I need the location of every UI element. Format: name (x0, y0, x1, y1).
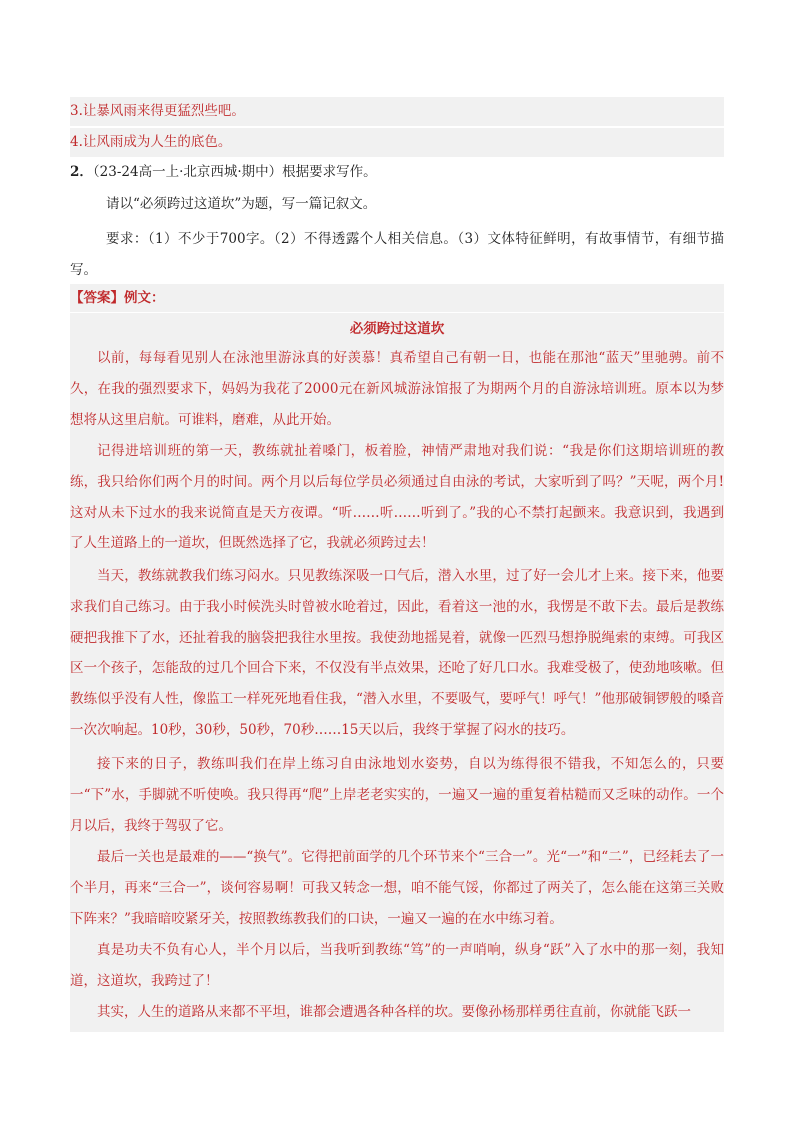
essay-paragraph-6: 真是功夫不负有心人，半个月以后，当我听到教练“笃”的一声哨响，纵身“跃”入了水中的那一刻，我知道，这道坎，我跨过了！ (70, 942, 724, 989)
question-number: 2． (70, 164, 93, 180)
answer-label: 【答案】例文： (70, 284, 724, 312)
previous-item-3: 3.让暴风雨来得更猛烈些吧。 (70, 97, 724, 126)
essay-paragraph-2: 记得进培训班的第一天，教练就扯着嗓门，板着脸，神情严肃地对我们说：“我是你们这期培训班的教练，我只给你们两个月的时间。两个月以后每位学员必须通过自由泳的考试，大家听到了吗？”天呢，两个月!这对从未下过水的我来说简直是天方夜谭。“听……听……听到了。”我的心不禁打起颤来。我意识到，我遇到了人生道路上的一道坎，但既然选择了它，我就必须跨过去！ (70, 443, 724, 552)
essay-paragraph-5: 最后一关也是最难的——“换气”。它得把前面学的几个环节来个“三合一”。光“一”和“二”，已经耗去了一个半月，再来“三合一”，谈何容易啊！可我又转念一想，咱不能气馁，你都过了两关了，怎么能在这第三关败下阵来？”我暗暗咬紧牙关，按照教练教我们的口诀，一遍又一遍的在水中练习着。 (70, 849, 724, 927)
essay-paragraph-3: 当天，教练就教我们练习闷水。只见教练深吸一口气后，潜入水里，过了好一会儿才上来。接下来，他要求我们自己练习。由于我小时候洗头时曾被水呛着过，因此，看着这一池的水，我愣是不敢下去。最后是教练硬把我推下了水，还扯着我的脑袋把我往水里按。我使劲地摇晃着，就像一匹烈马想挣脱绳索的束缚。可我区区一个孩子，怎能敌的过几个回合下来，不仅没有半点效果，还呛了好几口水。我难受极了，使劲地咳嗽。但教练似乎没有人性，像监工一样死死地看住我，“潜入水里，不要吸气，要呼气！呼气！”他那破铜锣般的嗓音一次次响起。10秒，30秒，50秒，70秒……15天以后，我终于掌握了闷水的技巧。 (70, 568, 724, 738)
essay-paragraph-7: 其实，人生的道路从来都不平坦，谁都会遭遇各种各样的坎。要像孙杨那样勇往直前，你就能飞跃一 (97, 1004, 691, 1020)
essay-paragraph-1: 以前，每每看见别人在泳池里游泳真的好羡慕！真希望自己有朝一日，也能在那池“蓝天”里驰骋。前不久，在我的强烈要求下，妈妈为我花了2000元在新风城游泳馆报了为期两个月的自游泳培训班。原本以为梦想将从这里启航。可谁料，磨难，从此开始。 (70, 350, 724, 428)
previous-item-4: 4.让风雨成为人生的底色。 (70, 128, 724, 157)
question-prompt: 请以“必须跨过这道坎”为题，写一篇记叙文。 (106, 196, 377, 212)
essay-box (70, 313, 724, 1032)
essay-title: 必须跨过这道坎 (349, 321, 445, 337)
question-source: （23-24高一上·北京西城·期中） (92, 164, 283, 180)
question-header (70, 162, 724, 182)
essay-paragraph-4: 接下来的日子，教练叫我们在岸上练习自由泳地划水姿势，自以为练得很不错我，不知怎么的，只要一“下”水，手脚就不听使唤。我只得再“爬”上岸老老实实的，一遍又一遍的重复着枯糙而又乏味的动作。一个月以后，我终于驾驭了它。 (70, 756, 724, 834)
question-instruction: 根据要求写作。 (282, 164, 377, 180)
question-requirements: 要求：（1）不少于700字。（2）不得透露个人相关信息。（3）文体特征鲜明，有故事情节，有细节描写。 (70, 231, 724, 278)
